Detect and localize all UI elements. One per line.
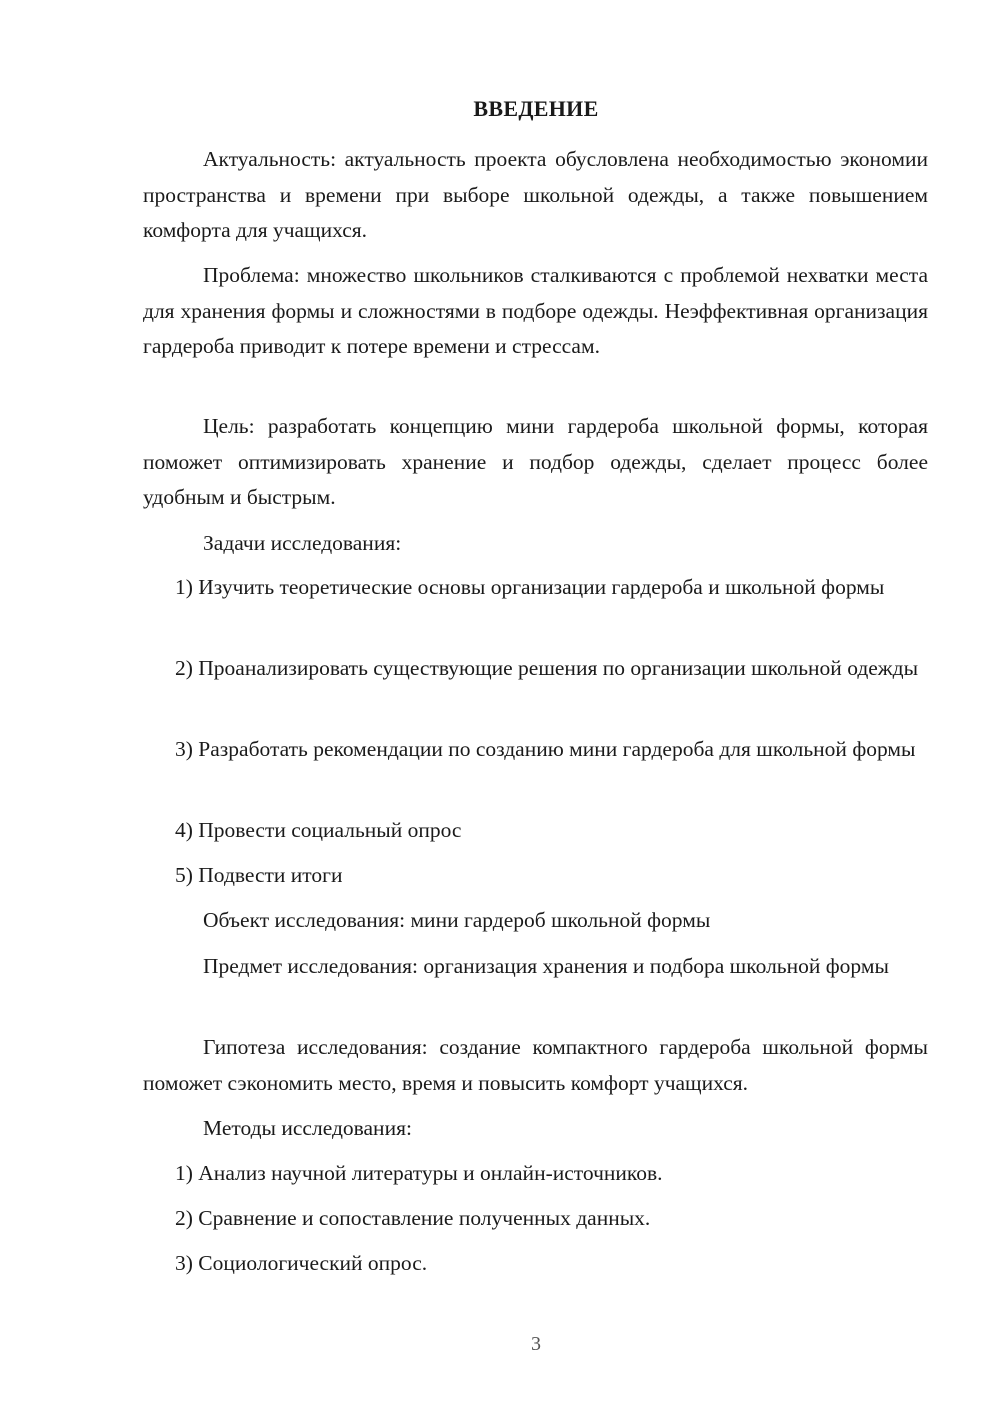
list-item: 3) Социологический опрос.: [175, 1251, 428, 1275]
list-item: 2) Проанализировать существующие решения по организации школьной одежды: [175, 656, 919, 680]
paragraph-problem: Проблема: множество школьников сталкиваются с проблемой нехватки места для хранения формы и сложностями в подборе одежды. Неэффективная организация гардероба приводит к потере времени и стрессам.: [143, 263, 928, 358]
paragraph-goal: Цель: разработать концепцию мини гардероба школьной формы, которая поможет оптимизировать хранение и подбор одежды, сделает процесс более удобным и быстрым.: [143, 414, 928, 509]
paragraph-subject: Предмет исследования: организация хранения и подбора школьной формы: [203, 954, 889, 978]
paragraph-hypothesis: Гипотеза исследования: создание компактного гардероба школьной формы поможет сэкономить место, время и повысить комфорт учащихся.: [143, 1035, 928, 1095]
page-number: 3: [531, 1333, 541, 1355]
tasks-title: Задачи исследования:: [203, 531, 402, 555]
paragraph-relevance: Актуальность: актуальность проекта обусловлена необходимостью экономии пространства и времени при выборе школьной одежды, а также повышением комфорта для учащихся.: [143, 147, 928, 242]
list-item: 1) Изучить теоретические основы организации гардероба и школьной формы: [175, 575, 885, 599]
list-item: 4) Провести социальный опрос: [175, 818, 462, 842]
section-heading: ВВЕДЕНИЕ: [473, 96, 599, 121]
list-item: 3) Разработать рекомендации по созданию мини гардероба для школьной формы: [175, 737, 916, 761]
paragraph-object: Объект исследования: мини гардероб школьной формы: [203, 908, 711, 932]
list-item: 1) Анализ научной литературы и онлайн-источников.: [175, 1161, 663, 1185]
list-item: 5) Подвести итоги: [175, 863, 343, 887]
list-item: 2) Сравнение и сопоставление полученных данных.: [175, 1206, 651, 1230]
methods-title: Методы исследования:: [203, 1116, 412, 1140]
